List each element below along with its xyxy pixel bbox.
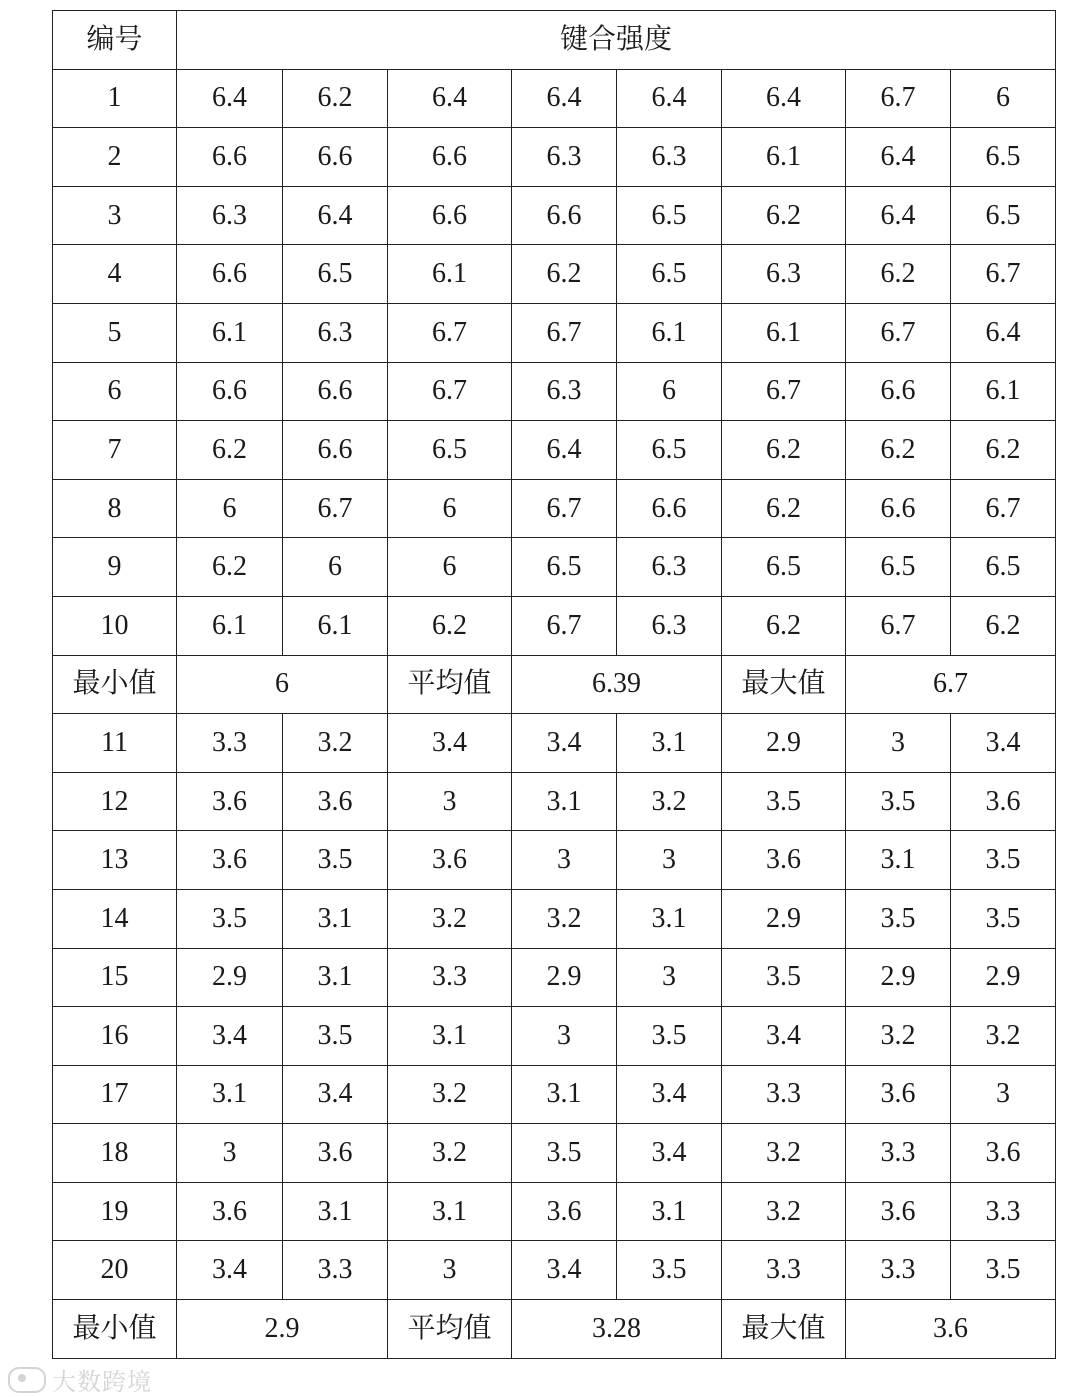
bond-strength-value: 3.4 bbox=[512, 714, 617, 773]
bond-strength-value: 6 bbox=[283, 538, 388, 597]
bond-strength-value: 6.3 bbox=[177, 186, 283, 245]
bond-strength-value: 6.4 bbox=[846, 128, 951, 187]
bond-strength-value: 3.5 bbox=[951, 1241, 1056, 1300]
bond-strength-value: 6.2 bbox=[846, 421, 951, 480]
bond-strength-value: 3.6 bbox=[283, 772, 388, 831]
bond-strength-value: 6.5 bbox=[283, 245, 388, 304]
bond-strength-value: 6.1 bbox=[722, 303, 846, 362]
row-id: 7 bbox=[53, 421, 177, 480]
bond-strength-value: 2.9 bbox=[722, 714, 846, 773]
bond-strength-value: 3.5 bbox=[617, 1241, 722, 1300]
bond-strength-value: 6.3 bbox=[722, 245, 846, 304]
row-id: 14 bbox=[53, 889, 177, 948]
bond-strength-value: 6.2 bbox=[951, 596, 1056, 655]
bond-strength-value: 6.4 bbox=[177, 69, 283, 128]
table-row bbox=[53, 889, 1056, 948]
bond-strength-value: 3.1 bbox=[512, 1065, 617, 1124]
bond-strength-value: 6 bbox=[617, 362, 722, 421]
bond-strength-value: 6.7 bbox=[951, 245, 1056, 304]
min-label: 最小值 bbox=[53, 655, 177, 714]
bond-strength-value: 3.2 bbox=[388, 889, 512, 948]
table-row bbox=[53, 186, 1056, 245]
row-id: 4 bbox=[53, 245, 177, 304]
row-id: 19 bbox=[53, 1182, 177, 1241]
table-row bbox=[53, 128, 1056, 187]
bond-strength-value: 3.5 bbox=[617, 1007, 722, 1066]
table-row bbox=[53, 948, 1056, 1007]
bond-strength-value: 3.5 bbox=[846, 889, 951, 948]
bond-strength-value: 6.2 bbox=[388, 596, 512, 655]
bond-strength-value: 3.4 bbox=[177, 1241, 283, 1300]
bond-strength-value: 3.6 bbox=[846, 1065, 951, 1124]
bond-strength-value: 6.5 bbox=[846, 538, 951, 597]
bond-strength-value: 2.9 bbox=[951, 948, 1056, 1007]
bond-strength-value: 6.4 bbox=[846, 186, 951, 245]
bond-strength-value: 3 bbox=[951, 1065, 1056, 1124]
watermark-text: 大数跨境 bbox=[52, 1368, 152, 1396]
avg-label: 平均值 bbox=[388, 1300, 512, 1359]
bond-strength-value: 3.1 bbox=[283, 1182, 388, 1241]
bond-strength-value: 6.6 bbox=[846, 479, 951, 538]
bond-strength-value: 6.5 bbox=[951, 186, 1056, 245]
table-row bbox=[53, 714, 1056, 773]
row-id: 6 bbox=[53, 362, 177, 421]
bond-strength-value: 6.5 bbox=[388, 421, 512, 480]
table-row bbox=[53, 421, 1056, 480]
bond-strength-value: 3.3 bbox=[951, 1182, 1056, 1241]
bond-strength-value: 6.3 bbox=[512, 128, 617, 187]
bond-strength-value: 6.2 bbox=[846, 245, 951, 304]
bond-strength-value: 3.1 bbox=[283, 948, 388, 1007]
bond-strength-value: 3.4 bbox=[283, 1065, 388, 1124]
bond-strength-value: 6.5 bbox=[617, 421, 722, 480]
summary-row bbox=[53, 1300, 1056, 1359]
bond-strength-value: 6.6 bbox=[177, 245, 283, 304]
bond-strength-value: 3.6 bbox=[512, 1182, 617, 1241]
bond-strength-value: 3.2 bbox=[722, 1182, 846, 1241]
bond-strength-value: 3.5 bbox=[512, 1124, 617, 1183]
bond-strength-value: 3.3 bbox=[722, 1065, 846, 1124]
table-row bbox=[53, 362, 1056, 421]
bond-strength-value: 6 bbox=[388, 538, 512, 597]
bond-strength-value: 3.1 bbox=[283, 889, 388, 948]
bond-strength-value: 3.4 bbox=[617, 1065, 722, 1124]
bond-strength-value: 3.4 bbox=[512, 1241, 617, 1300]
row-id: 11 bbox=[53, 714, 177, 773]
bond-strength-value: 3.6 bbox=[177, 1182, 283, 1241]
bond-strength-value: 3.6 bbox=[177, 831, 283, 890]
table-row bbox=[53, 245, 1056, 304]
bond-strength-value: 6.1 bbox=[388, 245, 512, 304]
bond-strength-value: 6.4 bbox=[512, 421, 617, 480]
bond-strength-value: 3.4 bbox=[388, 714, 512, 773]
bond-strength-value: 3.6 bbox=[846, 1182, 951, 1241]
max-value: 6.7 bbox=[846, 655, 1056, 714]
bond-strength-value: 3.1 bbox=[617, 714, 722, 773]
bond-strength-value: 3.6 bbox=[177, 772, 283, 831]
bond-strength-value: 3.2 bbox=[283, 714, 388, 773]
bond-strength-value: 3.6 bbox=[951, 1124, 1056, 1183]
bond-strength-value: 3.3 bbox=[846, 1124, 951, 1183]
bond-strength-value: 3.6 bbox=[283, 1124, 388, 1183]
row-id: 13 bbox=[53, 831, 177, 890]
bond-strength-value: 6.5 bbox=[617, 186, 722, 245]
bond-strength-value: 6.6 bbox=[177, 362, 283, 421]
row-id: 12 bbox=[53, 772, 177, 831]
bond-strength-value: 6.2 bbox=[722, 479, 846, 538]
bond-strength-value: 3.3 bbox=[388, 948, 512, 1007]
bond-strength-value: 3.3 bbox=[283, 1241, 388, 1300]
bond-strength-value: 6.3 bbox=[283, 303, 388, 362]
bond-strength-value: 6.6 bbox=[512, 186, 617, 245]
bond-strength-value: 3 bbox=[388, 1241, 512, 1300]
bond-strength-value: 6.1 bbox=[722, 128, 846, 187]
bond-strength-value: 6.7 bbox=[846, 303, 951, 362]
table-row bbox=[53, 479, 1056, 538]
bond-strength-value: 3.1 bbox=[512, 772, 617, 831]
bond-strength-value: 3 bbox=[617, 831, 722, 890]
table-row bbox=[53, 1007, 1056, 1066]
bond-strength-value: 6.6 bbox=[388, 128, 512, 187]
watermark-logo-icon bbox=[8, 1367, 46, 1393]
bond-strength-value: 3 bbox=[388, 772, 512, 831]
avg-value: 6.39 bbox=[512, 655, 722, 714]
bond-strength-value: 3.5 bbox=[283, 1007, 388, 1066]
bond-strength-value: 6 bbox=[951, 69, 1056, 128]
bond-strength-table bbox=[52, 10, 1056, 1359]
row-id: 9 bbox=[53, 538, 177, 597]
bond-strength-value: 2.9 bbox=[722, 889, 846, 948]
summary-row bbox=[53, 655, 1056, 714]
bond-strength-value: 6.2 bbox=[512, 245, 617, 304]
bond-strength-value: 6.2 bbox=[177, 538, 283, 597]
bond-strength-value: 3.1 bbox=[617, 889, 722, 948]
bond-strength-value: 3.3 bbox=[177, 714, 283, 773]
bond-strength-value: 3.4 bbox=[951, 714, 1056, 773]
bond-strength-value: 6.6 bbox=[283, 421, 388, 480]
row-id: 3 bbox=[53, 186, 177, 245]
bond-strength-value: 3 bbox=[512, 831, 617, 890]
bond-strength-value: 6.3 bbox=[617, 538, 722, 597]
bond-strength-value: 6.4 bbox=[283, 186, 388, 245]
bond-strength-value: 6.1 bbox=[283, 596, 388, 655]
bond-strength-value: 3.2 bbox=[722, 1124, 846, 1183]
bond-strength-value: 3 bbox=[177, 1124, 283, 1183]
min-value: 2.9 bbox=[177, 1300, 388, 1359]
bond-strength-value: 6.2 bbox=[722, 421, 846, 480]
bond-strength-value: 6.1 bbox=[177, 596, 283, 655]
bond-strength-value: 6.5 bbox=[951, 538, 1056, 597]
bond-strength-value: 6 bbox=[388, 479, 512, 538]
bond-strength-value: 3.5 bbox=[177, 889, 283, 948]
bond-strength-value: 6.1 bbox=[951, 362, 1056, 421]
row-id: 18 bbox=[53, 1124, 177, 1183]
bond-strength-value: 6.2 bbox=[951, 421, 1056, 480]
bond-strength-value: 6.2 bbox=[283, 69, 388, 128]
row-id: 17 bbox=[53, 1065, 177, 1124]
bond-strength-value: 6.5 bbox=[512, 538, 617, 597]
bond-strength-value: 3 bbox=[512, 1007, 617, 1066]
row-id: 15 bbox=[53, 948, 177, 1007]
table-row bbox=[53, 1124, 1056, 1183]
bond-strength-value: 6.7 bbox=[512, 479, 617, 538]
bond-strength-value: 6.4 bbox=[722, 69, 846, 128]
bond-strength-value: 3.2 bbox=[388, 1124, 512, 1183]
max-value: 3.6 bbox=[846, 1300, 1056, 1359]
bond-strength-value: 6.1 bbox=[617, 303, 722, 362]
row-id: 16 bbox=[53, 1007, 177, 1066]
row-id: 1 bbox=[53, 69, 177, 128]
bond-strength-value: 6.2 bbox=[177, 421, 283, 480]
bond-strength-value: 3.2 bbox=[951, 1007, 1056, 1066]
bond-strength-value: 3.2 bbox=[846, 1007, 951, 1066]
bond-strength-value: 6.4 bbox=[617, 69, 722, 128]
row-id: 5 bbox=[53, 303, 177, 362]
bond-strength-value: 3 bbox=[617, 948, 722, 1007]
bond-strength-value: 6.4 bbox=[388, 69, 512, 128]
bond-strength-value: 3.5 bbox=[951, 889, 1056, 948]
bond-strength-value: 3.1 bbox=[177, 1065, 283, 1124]
table-row bbox=[53, 1241, 1056, 1300]
bond-strength-value: 6.6 bbox=[177, 128, 283, 187]
bond-strength-value: 6 bbox=[177, 479, 283, 538]
bond-strength-value: 2.9 bbox=[846, 948, 951, 1007]
bond-strength-value: 6.7 bbox=[388, 362, 512, 421]
bond-strength-value: 3.1 bbox=[388, 1182, 512, 1241]
table-row bbox=[53, 303, 1056, 362]
bond-strength-value: 6.7 bbox=[722, 362, 846, 421]
bond-strength-value: 3.4 bbox=[617, 1124, 722, 1183]
id-column-header: 编号 bbox=[53, 11, 177, 70]
bond-strength-value: 6.6 bbox=[846, 362, 951, 421]
bond-strength-value: 6.7 bbox=[512, 303, 617, 362]
bond-strength-value: 6.5 bbox=[951, 128, 1056, 187]
bond-strength-value: 3.5 bbox=[951, 831, 1056, 890]
table-row bbox=[53, 596, 1056, 655]
avg-label: 平均值 bbox=[388, 655, 512, 714]
bond-strength-value: 6.7 bbox=[283, 479, 388, 538]
bond-strength-value: 3.1 bbox=[846, 831, 951, 890]
bond-strength-value: 6.7 bbox=[388, 303, 512, 362]
bond-strength-value: 6.4 bbox=[512, 69, 617, 128]
bond-strength-value: 6.3 bbox=[512, 362, 617, 421]
header-row bbox=[53, 11, 1056, 70]
bond-strength-value: 6.7 bbox=[846, 596, 951, 655]
bond-strength-value: 3.4 bbox=[177, 1007, 283, 1066]
bond-strength-value: 3.5 bbox=[722, 948, 846, 1007]
table-row bbox=[53, 831, 1056, 890]
table-row bbox=[53, 1065, 1056, 1124]
bond-strength-value: 3.2 bbox=[617, 772, 722, 831]
bond-strength-value: 6.2 bbox=[722, 186, 846, 245]
bond-strength-value: 6.7 bbox=[951, 479, 1056, 538]
max-label: 最大值 bbox=[722, 655, 846, 714]
bond-strength-value: 3.1 bbox=[617, 1182, 722, 1241]
row-id: 8 bbox=[53, 479, 177, 538]
bond-strength-value: 6.5 bbox=[617, 245, 722, 304]
bond-strength-value: 3.2 bbox=[512, 889, 617, 948]
watermark bbox=[8, 1362, 152, 1397]
bond-strength-value: 3.5 bbox=[722, 772, 846, 831]
table-row bbox=[53, 1182, 1056, 1241]
bond-strength-value: 3.2 bbox=[388, 1065, 512, 1124]
bond-strength-value: 3.6 bbox=[951, 772, 1056, 831]
avg-value: 3.28 bbox=[512, 1300, 722, 1359]
table-row bbox=[53, 69, 1056, 128]
bond-strength-value: 3.5 bbox=[283, 831, 388, 890]
bond-strength-value: 3.3 bbox=[846, 1241, 951, 1300]
bond-strength-value: 6.1 bbox=[177, 303, 283, 362]
bond-strength-value: 6.6 bbox=[617, 479, 722, 538]
row-id: 2 bbox=[53, 128, 177, 187]
bond-strength-value: 3.6 bbox=[722, 831, 846, 890]
max-label: 最大值 bbox=[722, 1300, 846, 1359]
row-id: 10 bbox=[53, 596, 177, 655]
bond-strength-value: 3.3 bbox=[722, 1241, 846, 1300]
bond-strength-value: 6.3 bbox=[617, 128, 722, 187]
bond-strength-header: 键合强度 bbox=[177, 11, 1056, 70]
bond-strength-value: 6.7 bbox=[512, 596, 617, 655]
bond-strength-value: 6.6 bbox=[388, 186, 512, 245]
min-label: 最小值 bbox=[53, 1300, 177, 1359]
bond-strength-value: 6.5 bbox=[722, 538, 846, 597]
table-row bbox=[53, 538, 1056, 597]
bond-strength-value: 3.1 bbox=[388, 1007, 512, 1066]
bond-strength-value: 3.5 bbox=[846, 772, 951, 831]
bond-strength-value: 3.6 bbox=[388, 831, 512, 890]
bond-strength-value: 2.9 bbox=[512, 948, 617, 1007]
min-value: 6 bbox=[177, 655, 388, 714]
bond-strength-value: 3 bbox=[846, 714, 951, 773]
bond-strength-value: 6.6 bbox=[283, 362, 388, 421]
bond-strength-value: 6.2 bbox=[722, 596, 846, 655]
bond-strength-value: 6.6 bbox=[283, 128, 388, 187]
bond-strength-value: 3.4 bbox=[722, 1007, 846, 1066]
bond-strength-value: 6.4 bbox=[951, 303, 1056, 362]
table-row bbox=[53, 772, 1056, 831]
bond-strength-value: 6.7 bbox=[846, 69, 951, 128]
table-body bbox=[53, 11, 1056, 1359]
row-id: 20 bbox=[53, 1241, 177, 1300]
bond-strength-value: 6.3 bbox=[617, 596, 722, 655]
bond-strength-value: 2.9 bbox=[177, 948, 283, 1007]
